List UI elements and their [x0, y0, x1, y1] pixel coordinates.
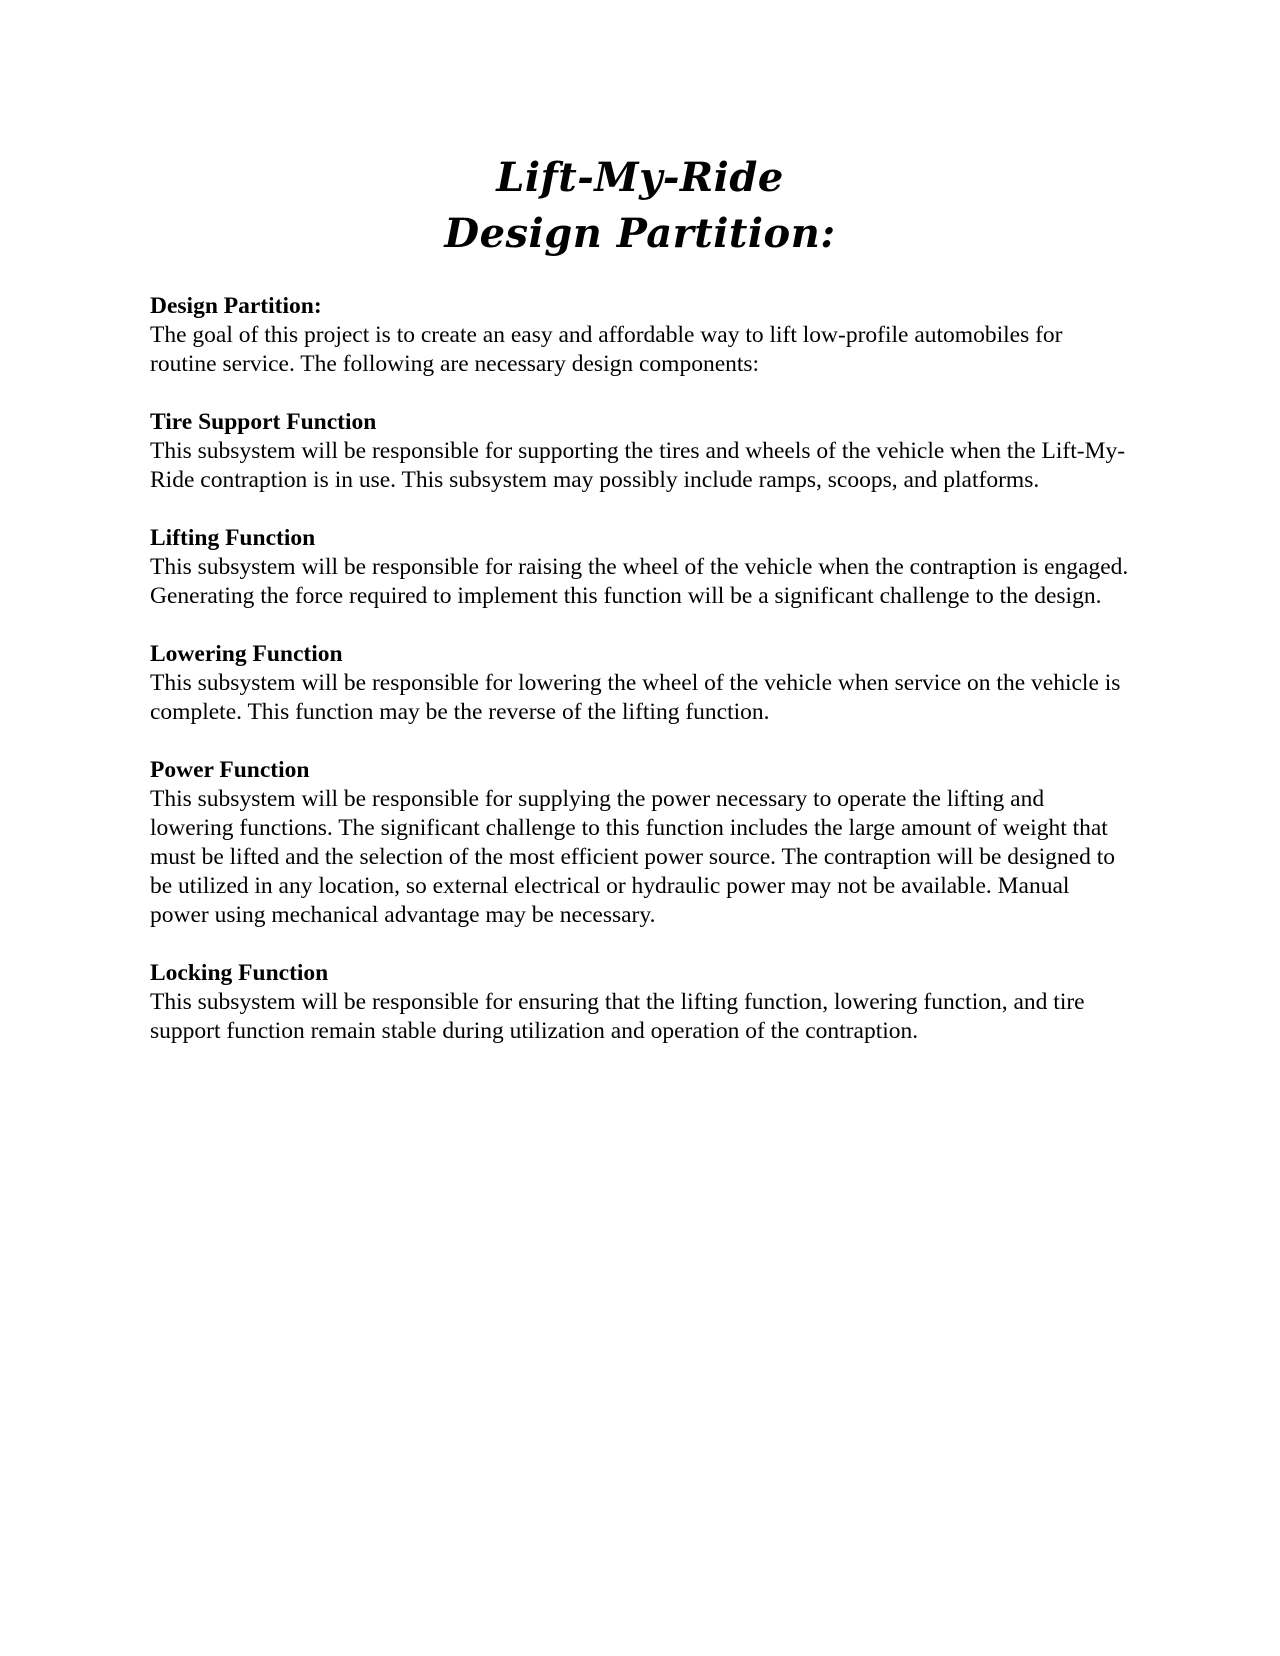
- section-lifting-function: [150, 524, 1130, 611]
- document-title: [0, 150, 1280, 262]
- section-heading: Design Partition:: [150, 293, 322, 319]
- section-heading: Lowering Function: [150, 641, 343, 667]
- section-text: The goal of this project is to create an easy and affordable way to lift low-profile automobiles for routine service. The following are necessary design components:: [150, 322, 1063, 377]
- section-text: This subsystem will be responsible for supplying the power necessary to operate the lifting and lowering functions. The significant challenge to this function includes the large amount of weight that must be lifted and the selection of the most efficient power source. The contraption will be designed to be utilized in any location, so external electrical or hydraulic power may not be available. Manual power using mechanical advantage may be necessary.: [150, 786, 1115, 928]
- section-text: This subsystem will be responsible for lowering the wheel of the vehicle when service on the vehicle is complete. This function may be the reverse of the lifting function.: [150, 670, 1121, 725]
- section-heading: Lifting Function: [150, 525, 316, 551]
- title-line-1: Lift-My-Ride: [496, 154, 784, 201]
- section-text: This subsystem will be responsible for ensuring that the lifting function, lowering function, and tire support function remain stable during utilization and operation of the contraption.: [150, 989, 1085, 1044]
- document-body: [150, 292, 1130, 1075]
- section-heading: Power Function: [150, 757, 310, 783]
- section-heading: Tire Support Function: [150, 409, 377, 435]
- title-line-2: Design Partition:: [444, 210, 836, 257]
- section-text: This subsystem will be responsible for supporting the tires and wheels of the vehicle when the Lift-My-Ride contraption is in use. This subsystem may possibly include ramps, scoops, and platforms.: [150, 438, 1126, 493]
- section-lowering-function: [150, 640, 1130, 727]
- section-heading: Locking Function: [150, 960, 329, 986]
- section-text: This subsystem will be responsible for raising the wheel of the vehicle when the contraption is engaged. Generating the force required to implement this function will be a significant challenge to the design.: [150, 554, 1129, 609]
- section-power-function: [150, 756, 1130, 930]
- section-locking-function: [150, 959, 1130, 1046]
- section-tire-support-function: [150, 408, 1130, 495]
- section-design-partition: [150, 292, 1130, 379]
